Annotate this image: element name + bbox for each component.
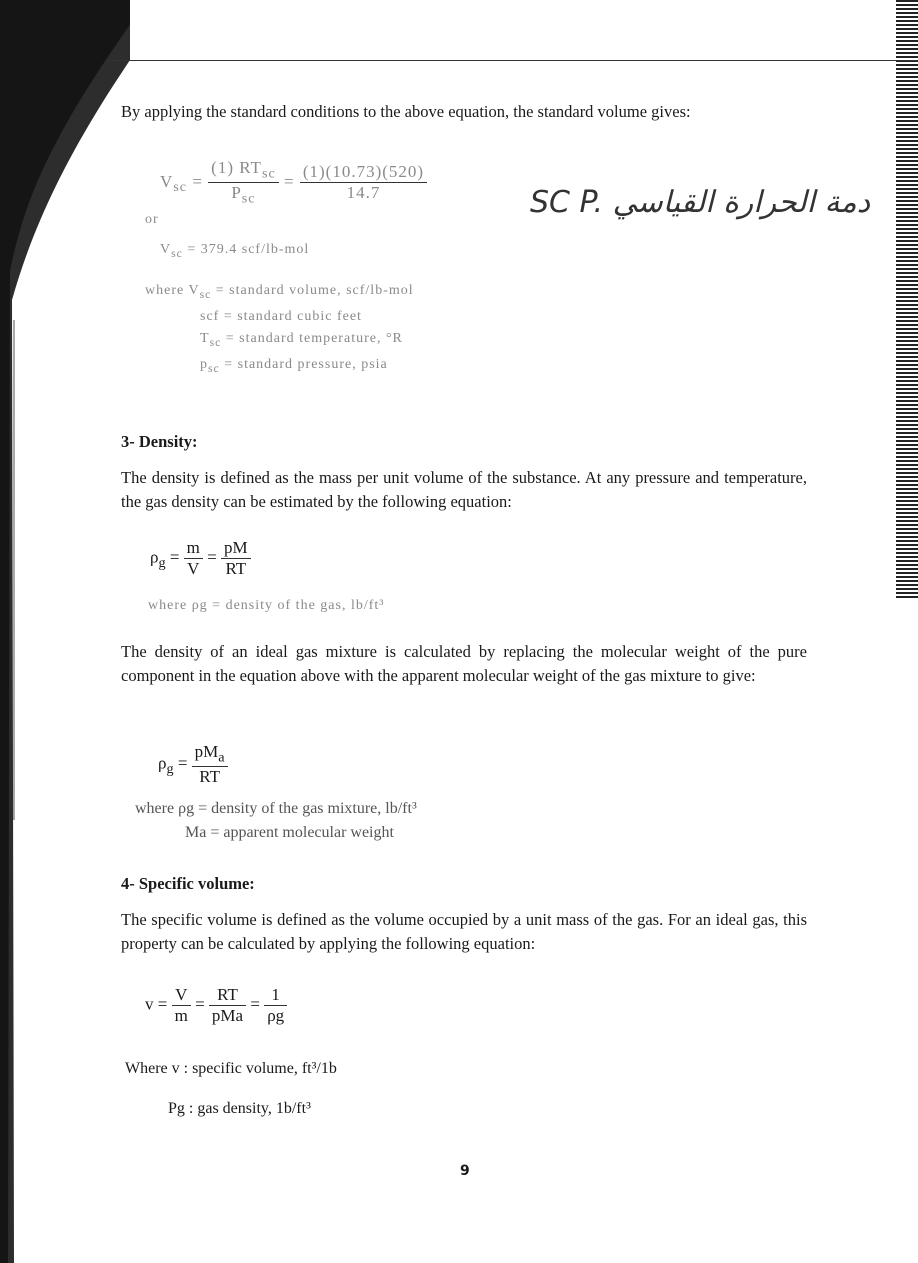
density-where-1: where ρg = density of the gas, lb/ft³: [148, 598, 385, 613]
or-label: or: [145, 212, 159, 227]
intro-text: By applying the standard conditions to the above equation, the standard volume gives:: [121, 102, 691, 121]
specific-volume-para: The specific volume is defined as the volume occupied by a unit mass of the gas. For an ideal gas, this property can be calculated by applying the following equation:: [121, 910, 807, 953]
scan-edge-right: [896, 0, 918, 600]
density-para-2: The density of an ideal gas mixture is calculated by replacing the molecular weight of the pure component in the equation above with the apparent molecular weight of the gas mixture to give:: [121, 642, 807, 685]
specific-volume-where-rho: Pg : gas density, 1b/ft³: [168, 1100, 311, 1117]
density-mixture-equation: $\rho_g$ = $\frac{pM_a}{RT}$: [158, 742, 228, 787]
vsc-where-list: [145, 280, 414, 379]
where-item-vsc: where $V_{sc}$ = standard volume, scf/lb-mol: [145, 283, 414, 301]
specific-volume-where-v: Where v : specific volume, ft³/1b: [125, 1060, 337, 1077]
scan-edge-shadow: [0, 0, 130, 1263]
top-rule: [110, 60, 918, 61]
where-item-psc: $p_{sc}$ = standard pressure, psia: [200, 356, 388, 375]
handwritten-note: SC P. دمة الحرارة القياسي: [530, 185, 871, 220]
where-item-scf: scf = standard cubic feet: [200, 308, 362, 324]
vsc-equation: $V_{sc}$ = $\frac{(1) RT_{sc}}{P_{sc}}$ = $\frac{(1)(10.73)(520)}{14.7}$: [160, 158, 427, 208]
page-number: 9: [460, 1163, 470, 1179]
density-heading: 3- Density:: [121, 432, 198, 451]
density-where-2a: where ρg = density of the gas mixture, lb/ft³: [135, 800, 417, 817]
specific-volume-equation: v = $\frac{V}{m}$ = $\frac{RT}{\text{pMa}}$ = $\frac{1}{\rho g}$: [145, 985, 287, 1026]
density-where-2b: Ma = apparent molecular weight: [185, 824, 394, 841]
density-para-1: The density is defined as the mass per unit volume of the substance. At any pressure and temperature, the gas density can be estimated by the following equation:: [121, 468, 807, 511]
density-equation: $\rho_g$ = $\frac{m}{V}$ = $\frac{pM}{RT}$: [150, 538, 251, 579]
where-item-tsc: $T_{sc}$ = standard temperature, °R: [200, 330, 403, 349]
vsc-value: $V_{sc} = 379.4$ scf/lb-mol: [160, 242, 310, 260]
specific-volume-heading: 4- Specific volume:: [121, 874, 255, 893]
